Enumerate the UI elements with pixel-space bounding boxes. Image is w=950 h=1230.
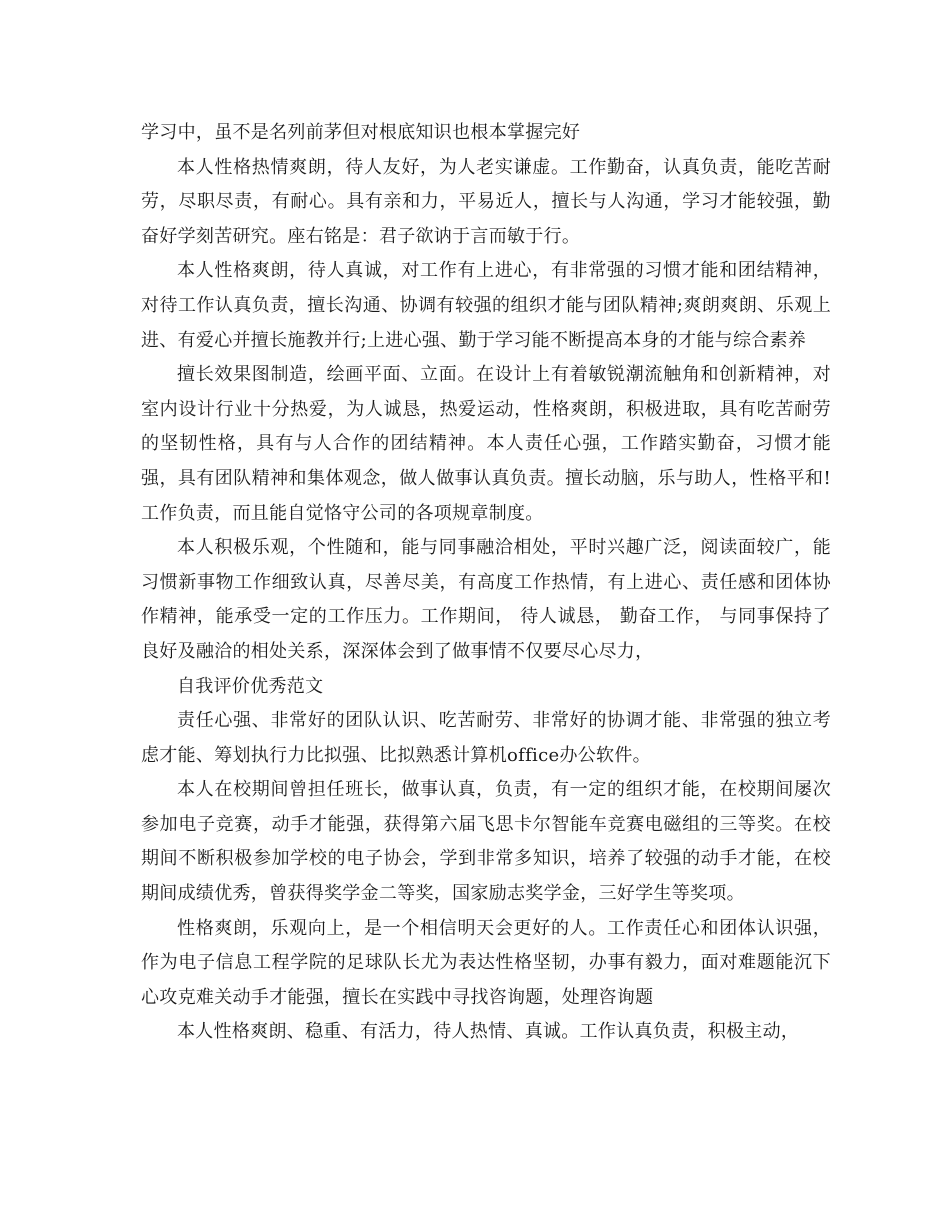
paragraph-2: 本人性格热情爽朗，待人友好，为人老实谦虚。工作勤奋，认真负责，能吃苦耐劳，尽职尽责，有耐心。具有亲和力，平易近人，擅长与人沟通，学习才能较强，勤奋好学刻苦研究。座右铭是：君子欲讷于言而敏于行。 xyxy=(141,156,831,247)
paragraph-4: 擅长效果图制造，绘画平面、立面。在设计上有着敏锐潮流触角和创新精神，对室内设计行业十分热爱，为人诚恳，热爱运动，性格爽朗，积极进取，具有吃苦耐劳的坚韧性格，具有与人合作的团结精神。本人责任心强，工作踏实勤奋，习惯才能强，具有团队精神和集体观念，做人做事认真负责。擅长动脑，乐与助人，性格平和!工作负责，而且能自觉恪守公司的各项规章制度。 xyxy=(141,364,831,524)
paragraph-7: 责任心强、非常好的团队认识、吃苦耐劳、非常好的协调才能、非常强的独立考虑才能、筹划执行力比拟强、比拟熟悉计算机office办公软件。 xyxy=(141,710,831,766)
paragraph-3: 本人性格爽朗，待人真诚，对工作有上进心，有非常强的习惯才能和团结精神，对待工作认真负责，擅长沟通、协调有较强的组织才能与团队精神;爽朗爽朗、乐观上进、有爱心并擅长施教并行;上进心强、勤于学习能不断提高本身的才能与综合素养 xyxy=(141,260,831,351)
paragraph-9: 性格爽朗，乐观向上，是一个相信明天会更好的人。工作责任心和团体认识强，作为电子信息工程学院的足球队长尤为表达性格坚韧，办事有毅力，面对难题能沉下心攻克难关动手才能强，擅长在实践中寻找咨询题，处理咨询题 xyxy=(141,917,831,1008)
paragraph-10: 本人性格爽朗、稳重、有活力，待人热情、真诚。工作认真负责，积极主动， xyxy=(177,1021,800,1043)
document-body xyxy=(141,116,831,1050)
paragraph-1: 学习中，虽不是名列前茅但对根底知识也根本掌握完好 xyxy=(141,122,581,143)
paragraph-5: 本人积极乐观，个性随和，能与同事融洽相处，平时兴趣广泛，阅读面较广，能习惯新事物工作细致认真，尽善尽美，有高度工作热情，有上进心、责任感和团体协作精神，能承受一定的工作压力。工作期间， 待人诚恳， 勤奋工作， 与同事保持了良好及融洽的相处关系，深深体会到了做事情不仅要尽心尽力， xyxy=(141,537,831,662)
paragraph-8: 本人在校期间曾担任班长，做事认真，负责，有一定的组织才能，在校期间屡次参加电子竞赛，动手才能强，获得第六届飞思卡尔智能车竞赛电磁组的三等奖。在校期间不断积极参加学校的电子协会，学到非常多知识，培养了较强的动手才能，在校期间成绩优秀，曾获得奖学金二等奖，国家励志奖学金，三好学生等奖项。 xyxy=(141,779,831,905)
section-heading: 自我评价优秀范文 xyxy=(177,675,324,697)
